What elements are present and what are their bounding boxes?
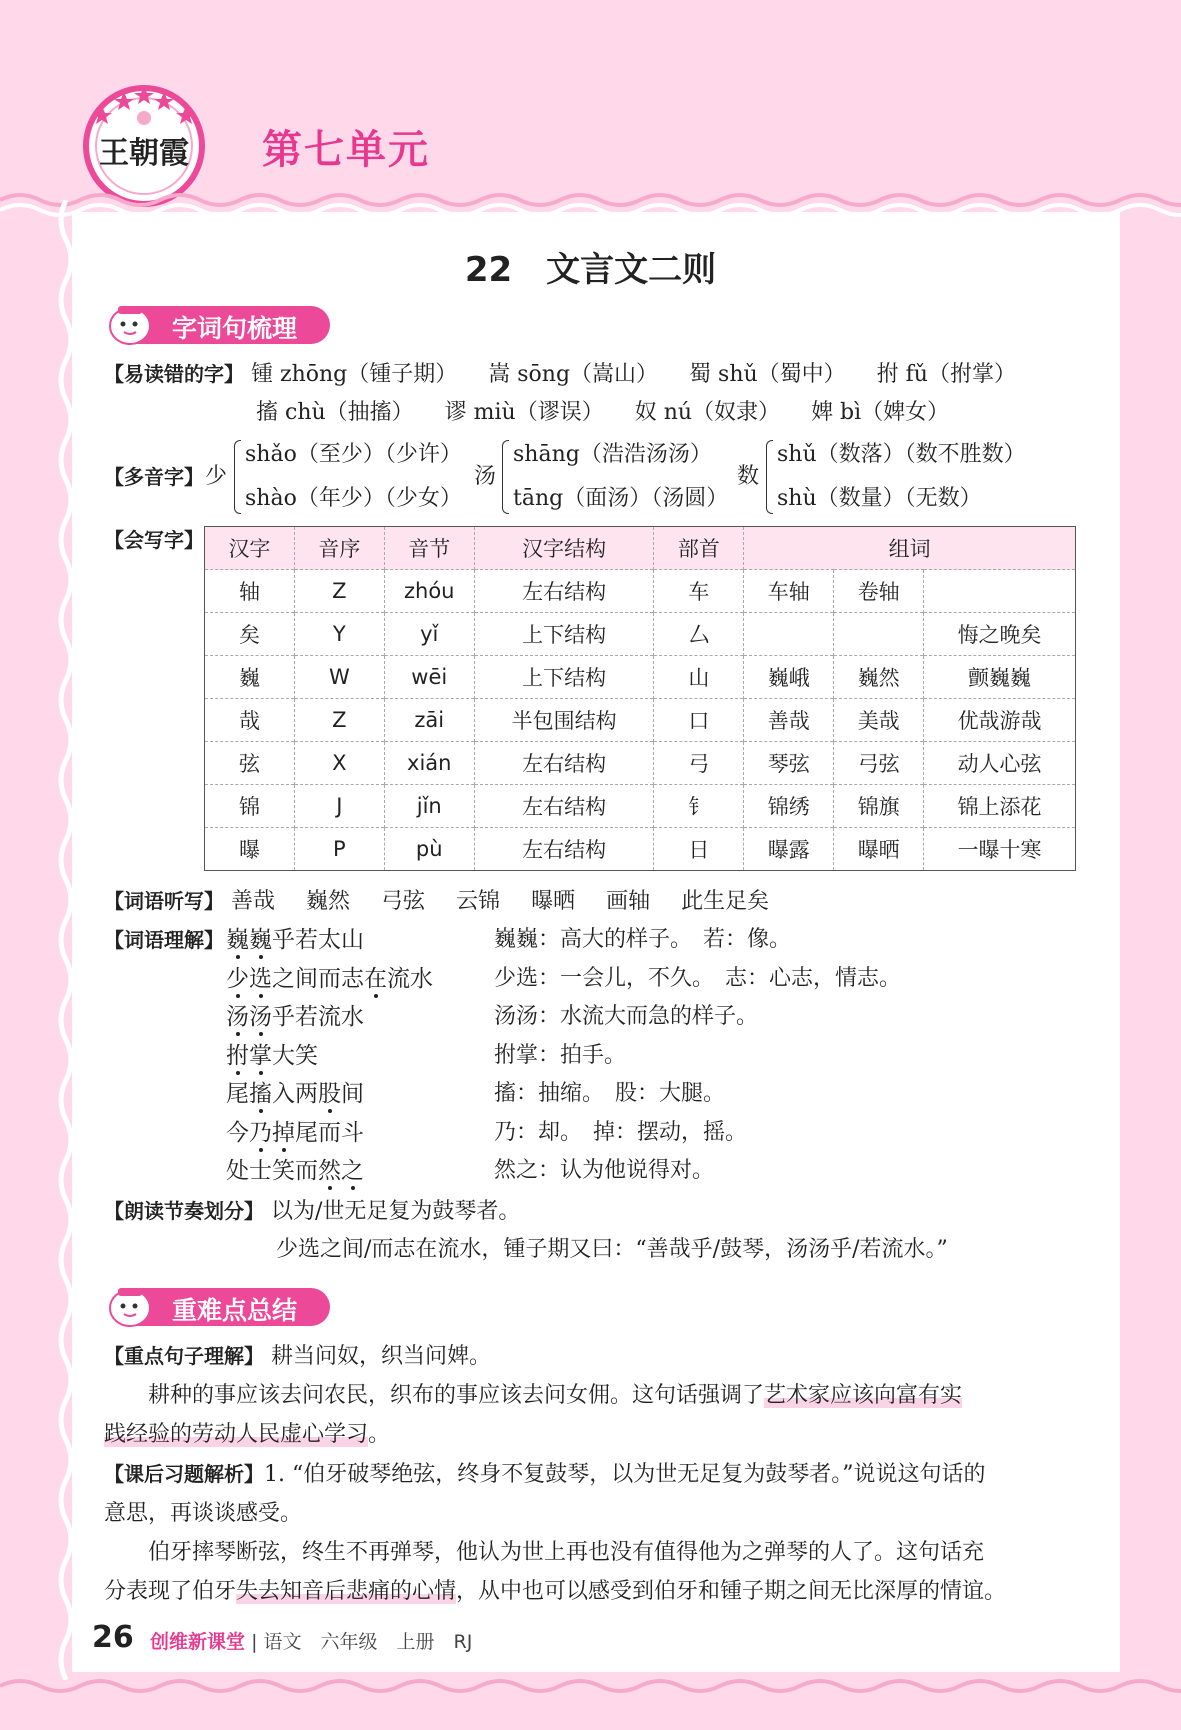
lijie-explanation: 然之：认为他说得对。 xyxy=(494,1158,715,1183)
table-cell: W xyxy=(294,656,384,699)
tingxie-word: 弓弦 xyxy=(381,889,426,914)
highlight-text: 践经验的劳动人民虚心学习 xyxy=(104,1422,369,1447)
table-cell: 车 xyxy=(654,570,744,613)
table-cell: 一曝十寒 xyxy=(924,828,1076,871)
table-cell: 左右结构 xyxy=(474,742,654,785)
lijie-explanation: 巍巍：高大的样子。 若：像。 xyxy=(494,927,792,952)
table-cell xyxy=(924,570,1076,613)
table-cell: Y xyxy=(294,613,384,656)
column-header: 部首 xyxy=(654,527,744,570)
yidu-row-2 xyxy=(256,398,949,428)
table-row xyxy=(205,613,1076,656)
tingxie-word: 云锦 xyxy=(456,889,501,914)
table-cell: 锦绣 xyxy=(744,785,834,828)
table-cell: wēi xyxy=(384,656,474,699)
table-cell: 曝晒 xyxy=(834,828,924,871)
zhongdian-explanation xyxy=(104,1376,1076,1454)
table-cell: 左右结构 xyxy=(474,570,654,613)
footer-brand xyxy=(150,1627,472,1654)
table-cell: 锦 xyxy=(205,785,295,828)
brace xyxy=(234,440,241,514)
book-info: | 语文 六年级 上册 RJ xyxy=(251,1631,473,1653)
lijie-phrase: 汤汤乎若流水 xyxy=(226,1004,364,1030)
column-header: 音序 xyxy=(294,527,384,570)
explanation-text: 。 xyxy=(368,1422,391,1447)
logo-text: 王朝霞 xyxy=(99,136,189,171)
table-cell: 日 xyxy=(654,828,744,871)
table-cell: 上下结构 xyxy=(474,613,654,656)
table-row xyxy=(205,742,1076,785)
tingxie-word: 此生足矣 xyxy=(681,889,770,914)
yidu-item: 婢 bì（婢女） xyxy=(811,400,950,425)
wavy-border-bottom xyxy=(0,1666,1181,1730)
table-cell: 钅 xyxy=(654,785,744,828)
table-cell: 车轴 xyxy=(744,570,834,613)
question-text: 意思，再谈谈感受。 xyxy=(104,1501,303,1526)
tingxie-label: 【词语听写】 xyxy=(104,889,224,913)
section-title: 重难点总结 xyxy=(172,1296,298,1325)
lijie-phrase: 今乃掉尾而斗 xyxy=(226,1119,364,1146)
table-cell: 动人心弦 xyxy=(924,742,1076,785)
duoyin-char: 数 xyxy=(737,464,760,489)
lijie-explanation: 少选：一会儿，不久。 志：心志，情志。 xyxy=(494,965,902,991)
kehou-question xyxy=(104,1455,1076,1533)
table-cell: 厶 xyxy=(654,613,744,656)
table-cell: 颤巍巍 xyxy=(924,656,1076,699)
huixie-label: 【会写字】 xyxy=(104,528,204,552)
table-row xyxy=(205,656,1076,699)
table-cell: 口 xyxy=(654,699,744,742)
table-cell: 巍峨 xyxy=(744,656,834,699)
table-cell: X xyxy=(294,742,384,785)
table-header-row xyxy=(205,527,1076,570)
table-cell: 轴 xyxy=(205,570,295,613)
table-cell: Z xyxy=(294,699,384,742)
kehou-label: 【课后习题解析】 xyxy=(104,1462,264,1486)
yidu-row-1 xyxy=(104,359,1016,390)
table-cell: 锦上添花 xyxy=(924,785,1076,828)
table-cell: zāi xyxy=(384,699,474,742)
table-cell: 山 xyxy=(654,656,744,699)
yidu-item: 拊 fǔ（拊掌） xyxy=(876,362,1016,387)
table-cell: yǐ xyxy=(384,613,474,656)
table-cell: Z xyxy=(294,570,384,613)
lijie-explanation: 拊掌：拍手。 xyxy=(494,1042,627,1068)
table-row xyxy=(205,570,1076,613)
table-cell: 矣 xyxy=(205,613,295,656)
langdu-row-1 xyxy=(104,1196,520,1227)
lijie-explanation: 搐：抽缩。 股：大腿。 xyxy=(494,1081,726,1106)
table-cell xyxy=(834,613,924,656)
table-cell: jǐn xyxy=(384,785,474,828)
wavy-border-left xyxy=(48,200,78,1680)
lijie-explanation: 汤汤：水流大而急的样子。 xyxy=(494,1004,759,1029)
zhongdian-row xyxy=(104,1341,491,1372)
brace xyxy=(766,440,773,514)
tingxie-word: 曝晒 xyxy=(531,889,576,914)
duoyin-reading: shāng（浩浩汤汤） xyxy=(513,442,712,467)
table-cell: 曝露 xyxy=(744,828,834,871)
yidu-item: 嵩 sōng（嵩山） xyxy=(488,362,659,387)
duoyin-label: 【多音字】 xyxy=(104,465,204,489)
table-cell: 善哉 xyxy=(744,699,834,742)
table-row xyxy=(205,828,1076,871)
table-cell: 上下结构 xyxy=(474,656,654,699)
table-cell: 半包围结构 xyxy=(474,699,654,742)
column-header: 组词 xyxy=(744,527,1076,570)
yidu-label: 【易读错的字】 xyxy=(104,362,244,386)
table-cell: 曝 xyxy=(205,828,295,871)
duoyin-reading: shào（年少）（少女） xyxy=(245,486,462,511)
table-cell: pù xyxy=(384,828,474,871)
highlight-text: 失去知音后悲痛的心情 xyxy=(236,1579,457,1604)
table-cell: xián xyxy=(384,742,474,785)
duoyin-reading: shù（数量）（无数） xyxy=(777,486,982,511)
lijie-phrase: 巍巍乎若太山 xyxy=(226,927,364,953)
answer-text: 分表现了伯牙 xyxy=(104,1579,237,1604)
column-header: 汉字结构 xyxy=(474,527,654,570)
answer-text: ，从中也可以感受到伯牙和锺子期之间无比深厚的情谊。 xyxy=(456,1579,1007,1604)
tingxie-word: 善哉 xyxy=(231,889,276,914)
section-badge-1 xyxy=(104,302,330,346)
table-cell: 悔之晚矣 xyxy=(924,613,1076,656)
zhongdian-label: 【重点句子理解】 xyxy=(104,1344,264,1368)
table-row xyxy=(205,699,1076,742)
table-cell: 弓 xyxy=(654,742,744,785)
table-cell: 琴弦 xyxy=(744,742,834,785)
duoyin-char: 汤 xyxy=(474,464,497,489)
column-header: 音节 xyxy=(384,527,474,570)
mascot-icon xyxy=(104,302,162,346)
table-cell: 弦 xyxy=(205,742,295,785)
langdu-line: 以为/世无足复为鼓琴者。 xyxy=(271,1199,521,1224)
table-cell: 卷轴 xyxy=(834,570,924,613)
huixie-table xyxy=(204,526,1076,871)
yidu-item: 锺 zhōng（锺子期） xyxy=(251,362,458,387)
lijie-explanation: 乃：却。 掉：摆动，摇。 xyxy=(494,1119,748,1145)
table-cell: zhóu xyxy=(384,570,474,613)
table-row xyxy=(205,785,1076,828)
highlight-text: 艺术家应该向富有实 xyxy=(764,1383,963,1408)
table-cell: 优哉游哉 xyxy=(924,699,1076,742)
duoyin-reading: shǔ（数落）（数不胜数） xyxy=(777,442,1026,467)
table-cell xyxy=(744,613,834,656)
table-cell: 巍 xyxy=(205,656,295,699)
section-title: 字词句梳理 xyxy=(172,314,298,343)
lijie-phrase: 拊掌大笑 xyxy=(226,1042,318,1069)
yidu-item: 谬 miù（谬误） xyxy=(444,400,604,425)
table-cell: 巍然 xyxy=(834,656,924,699)
tingxie-word: 巍然 xyxy=(306,889,351,914)
langdu-line: 少选之间/而志在流水，锺子期又曰：“善哉乎/鼓琴，汤汤乎/若流水。” xyxy=(276,1237,948,1262)
section-badge-2 xyxy=(104,1284,330,1328)
question-text: 1. “伯牙破琴绝弦，终身不复鼓琴，以为世无足复为鼓琴者。”说说这句话的 xyxy=(264,1462,986,1487)
unit-title: 第七单元 xyxy=(262,127,430,173)
table-cell: 左右结构 xyxy=(474,785,654,828)
table-cell: 哉 xyxy=(205,699,295,742)
duoyin-char: 少 xyxy=(205,464,228,489)
table-cell: P xyxy=(294,828,384,871)
brace xyxy=(502,440,509,514)
table-cell: 弓弦 xyxy=(834,742,924,785)
table-cell: 美哉 xyxy=(834,699,924,742)
mascot-icon xyxy=(104,1284,162,1328)
column-header: 汉字 xyxy=(205,527,295,570)
answer-text: 伯牙摔琴断弦，终生不再弹琴，他认为世上再也没有值得他为之弹琴的人了。这句话充 xyxy=(148,1540,985,1565)
duoyin-reading: shǎo（至少）（少许） xyxy=(245,442,462,467)
table-cell: 左右结构 xyxy=(474,828,654,871)
lesson-title: 22 文言文二则 xyxy=(464,250,717,290)
yidu-item: 搐 chù（抽搐） xyxy=(256,400,414,425)
lijie-phrase: 尾搐入两股间 xyxy=(226,1081,364,1107)
brand-name: 创维新课堂 xyxy=(150,1631,246,1653)
page-number: 26 xyxy=(92,1620,134,1655)
yidu-item: 奴 nú（奴隶） xyxy=(634,400,781,425)
lijie-label: 【词语理解】 xyxy=(104,928,224,952)
lijie-phrase: 处士笑而然之 xyxy=(226,1158,364,1184)
langdu-label: 【朗读节奏划分】 xyxy=(104,1199,264,1223)
explanation-text: 耕种的事应该去问农民，织布的事应该去问女佣。这句话强调了 xyxy=(148,1383,765,1408)
lijie-phrase: 少选之间而志在流水 xyxy=(226,965,433,992)
zhongdian-sentence: 耕当问奴，织当问婢。 xyxy=(271,1344,492,1369)
duoyin-reading: tāng（面汤）（汤圆） xyxy=(513,486,729,511)
table-cell: J xyxy=(294,785,384,828)
kehou-answer xyxy=(104,1533,1076,1611)
tingxie-row xyxy=(104,886,769,917)
table-cell: 锦旗 xyxy=(834,785,924,828)
yidu-item: 蜀 shǔ（蜀中） xyxy=(689,362,846,387)
tingxie-word: 画轴 xyxy=(606,889,651,914)
